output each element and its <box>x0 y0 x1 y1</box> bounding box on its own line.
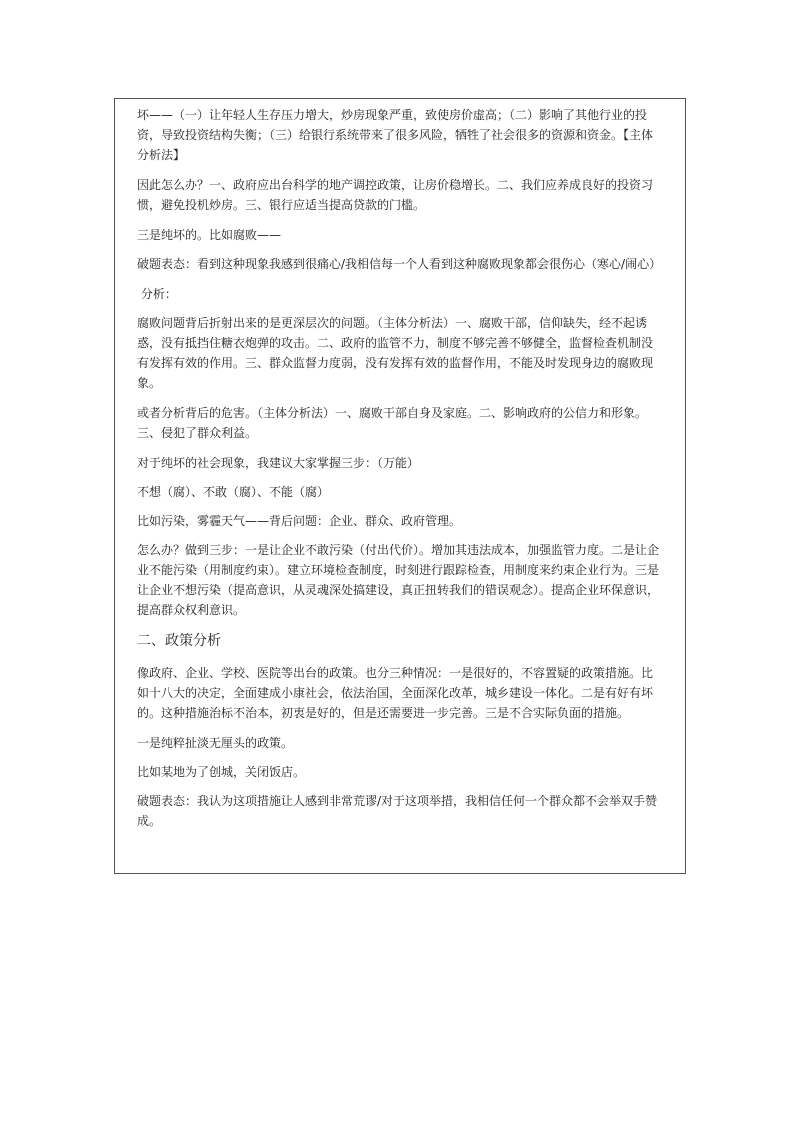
paragraph-pollution-example: 比如污染，雾霾天气——背后问题：企业、群众、政府管理。 <box>137 514 462 528</box>
paragraph-three-nots: 不想（腐）、不敢（腐）、不能（腐） <box>137 485 330 499</box>
paragraph-absurd-policy: 一是纯粹扯淡无厘头的政策。 <box>137 736 294 750</box>
paragraph-policy-stance: 破题表态：我认为这项措施让人感到非常荒谬/对于这项举措，我相信任何一个群众都不会举双手赞成。 <box>137 794 658 828</box>
paragraph-harm-analysis: 或者分析背后的危害。（主体分析法）一、腐败干部自身及家庭。二、影响政府的公信力和形象。三、侵犯了群众利益。 <box>137 406 648 440</box>
paragraph-stance: 破题表态：看到这种现象我感到很痛心/我相信每一个人看到这种腐败现象都会很伤心（寒心/闹心） <box>137 257 662 271</box>
paragraph-three-steps: 对于纯坏的社会现象，我建议大家掌握三步：（万能） <box>137 456 420 470</box>
paragraph-solutions: 因此怎么办？一、政府应出台科学的地产调控政策，让房价稳增长。二、我们应养成良好的投资习惯，避免投机炒房。三、银行应适当提高贷款的门槛。 <box>137 178 654 212</box>
document-page <box>114 98 686 874</box>
paragraph-analysis-label: 分析： <box>137 287 177 301</box>
section-heading: 二、政策分析 <box>137 633 221 649</box>
paragraph-pollution-steps: 怎么办？做到三步：一是让企业不敢污染（付出代价）。增加其违法成本，加强监管力度。二是让企业不能污染（用制度约束）。建立环境检查制度，时刻进行跟踪检查，用制度来约束企业行为。三是让企业不想污染（提高意识，从灵魂深处搞建设，真正扭转我们的错误观念）。提高企业环保意识，提高群众权利意识。 <box>137 543 660 617</box>
paragraph-pure-bad-intro: 三是纯坏的。比如腐败—— <box>137 228 282 242</box>
paragraph-pros-cons: 坏——（一）让年轻人生存压力增大，炒房现象严重，致使房价虚高；（二）影响了其他行业的投资，导致投资结构失衡；（三）给银行系统带来了很多风险，牺牲了社会很多的资源和资金。【主体分析法】 <box>137 108 654 162</box>
paragraph-corruption-analysis: 腐败问题背后折射出来的是更深层次的问题。（主体分析法）一、腐败干部，信仰缺失，经不起诱惑，没有抵挡住糖衣炮弹的攻击。二、政府的监管不力，制度不够完善不够健全，监督检查机制没有发挥有效的作用。三、群众监督力度弱，没有发挥有效的监督作用，不能及时发现身边的腐败现象。 <box>137 316 654 390</box>
paragraph-restaurant-example: 比如某地为了创城，关闭饭店。 <box>137 765 306 779</box>
paragraph-policy-types: 像政府、企业、学校、医院等出台的政策。也分三种情况：一是很好的，不容置疑的政策措施。比如十八大的决定，全面建成小康社会，依法治国，全面深化改革，城乡建设一体化。二是有好有坏的。这种措施治标不治本，初衷是好的，但是还需要进一步完善。三是不合实际负面的措施。 <box>137 666 654 720</box>
